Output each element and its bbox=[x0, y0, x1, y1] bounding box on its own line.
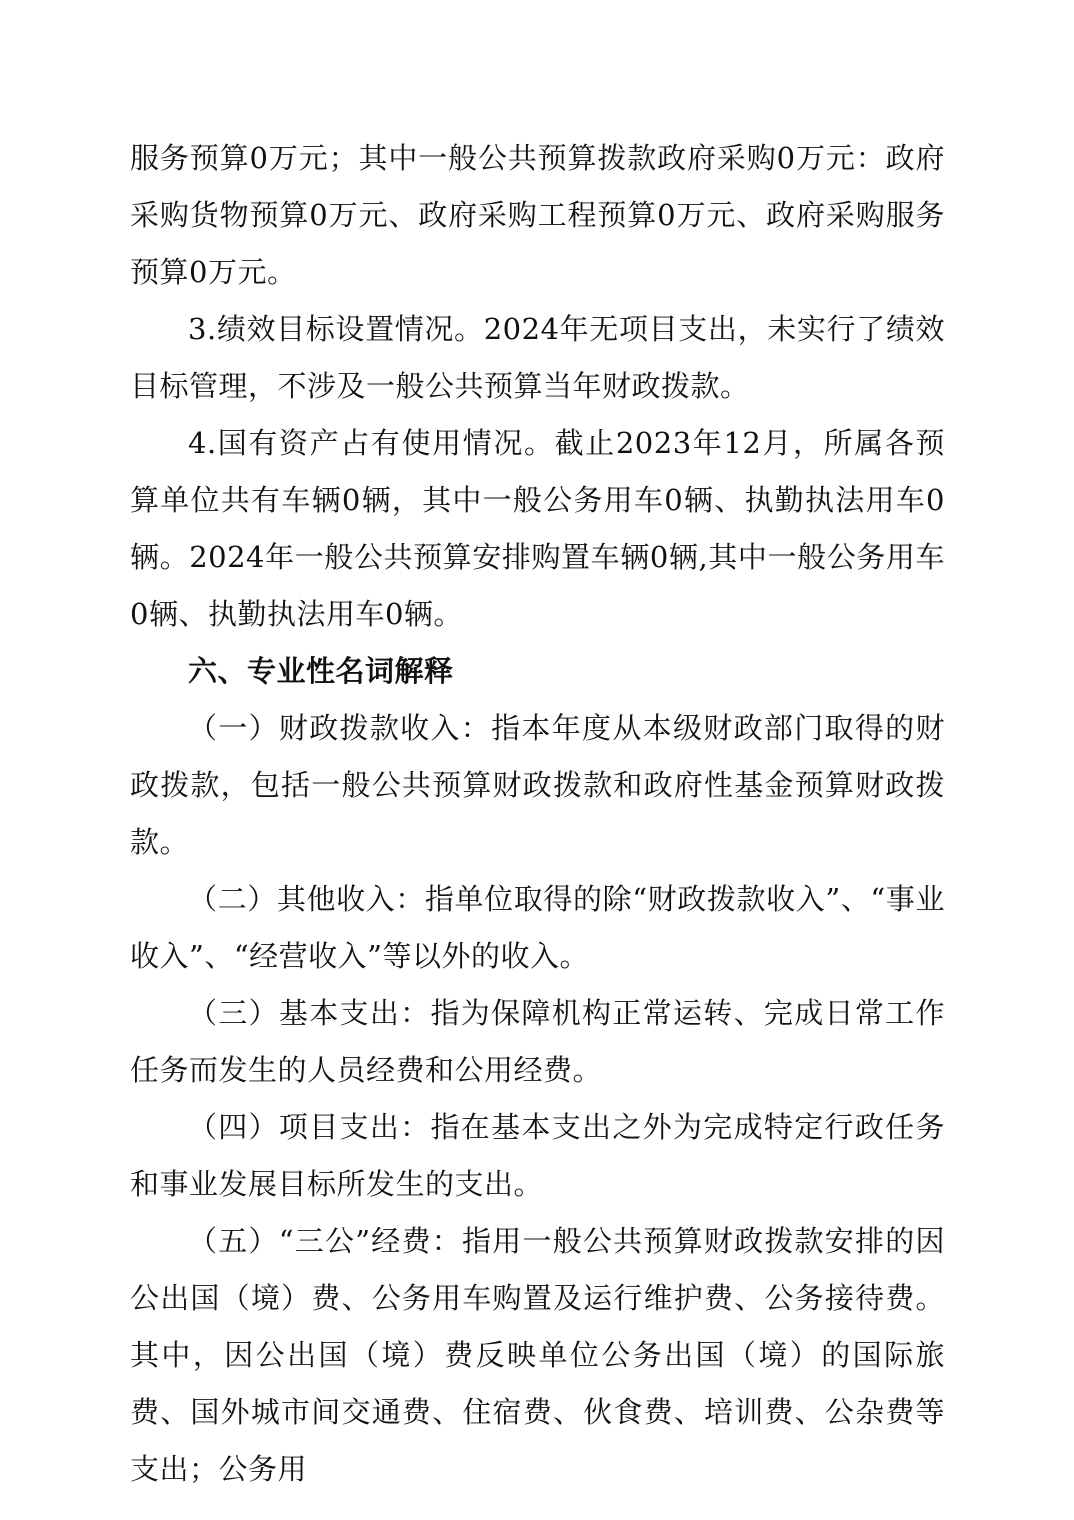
section-heading-glossary: 六、专业性名词解释 bbox=[188, 654, 454, 688]
definition-fiscal-appropriation-income: （一）财政拨款收入：指本年度从本级财政部门取得的财政拨款，包括一般公共预算财政拨款和政府性基金预算财政拨款。 bbox=[130, 711, 945, 859]
document-page bbox=[130, 130, 945, 1498]
paragraph-performance-goals: 3.绩效目标设置情况。2024年无项目支出，未实行了绩效目标管理，不涉及一般公共预算当年财政拨款。 bbox=[130, 312, 945, 403]
paragraph-state-assets: 4.国有资产占有使用情况。截止2023年12月，所属各预算单位共有车辆0辆，其中一般公务用车0辆、执勤执法用车0辆。2024年一般公共预算安排购置车辆0辆,其中一般公务用车0辆、执勤执法用车0辆。 bbox=[130, 426, 945, 631]
definition-project-expenditure: （四）项目支出：指在基本支出之外为完成特定行政任务和事业发展目标所发生的支出。 bbox=[130, 1110, 945, 1201]
definition-three-public-expenses: （五）“三公”经费：指用一般公共预算财政拨款安排的因公出国（境）费、公务用车购置及运行维护费、公务接待费。其中，因公出国（境）费反映单位公务出国（境）的国际旅费、国外城市间交通费、住宿费、伙食费、培训费、公杂费等支出；公务用 bbox=[130, 1224, 945, 1486]
definition-other-income: （二）其他收入：指单位取得的除“财政拨款收入”、“事业收入”、“经营收入”等以外的收入。 bbox=[130, 882, 945, 973]
definition-basic-expenditure: （三）基本支出：指为保障机构正常运转、完成日常工作任务而发生的人员经费和公用经费。 bbox=[130, 996, 945, 1087]
paragraph-procurement-continued: 服务预算0万元；其中一般公共预算拨款政府采购0万元：政府采购货物预算0万元、政府采购工程预算0万元、政府采购服务预算0万元。 bbox=[130, 141, 945, 289]
